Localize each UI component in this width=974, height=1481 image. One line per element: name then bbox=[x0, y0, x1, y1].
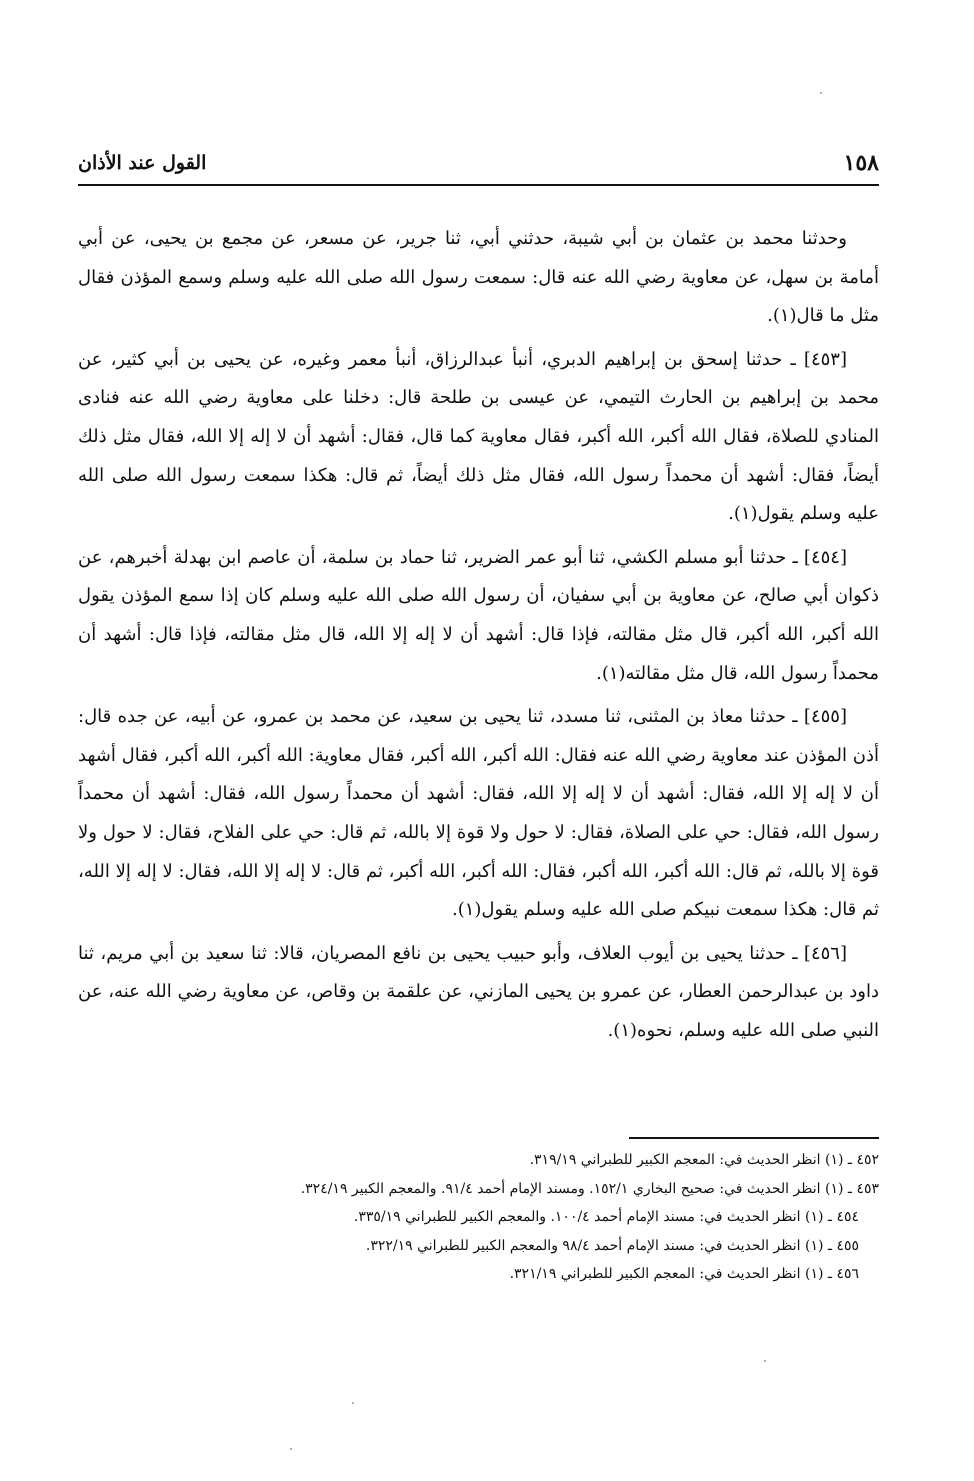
scan-speck bbox=[820, 92, 822, 94]
footnotes bbox=[78, 1148, 879, 1291]
paragraph-intro: وحدثنا محمد بن عثمان بن أبي شيبة، حدثني أبي، ثنا جرير، عن مسعر، عن مجمع بن يحيى، عن أبي أمامة بن سهل، عن معاوية رضي الله عنه قال: سمعت رسول الله صلى الله عليه وسلم وسمع المؤذن فقال مثل ما قال(١). bbox=[78, 228, 879, 327]
page-number: ١٥٨ bbox=[843, 150, 879, 176]
footnote-455: ٤٥٥ ـ (١) انظر الحديث في: مسند الإمام أحمد ٩٨/٤ والمعجم الكبير للطبراني ٣٢٢/١٩. bbox=[365, 1237, 859, 1254]
footnote-456: ٤٥٦ ـ (١) انظر الحديث في: المعجم الكبير للطبراني ٣٢١/١٩. bbox=[509, 1266, 859, 1282]
hadith-text bbox=[78, 220, 879, 1055]
footnote-separator bbox=[629, 1137, 879, 1139]
scan-speck bbox=[764, 1360, 766, 1362]
page-header bbox=[78, 148, 879, 186]
chapter-title: القول عند الأذان bbox=[78, 152, 207, 174]
scan-speck bbox=[290, 1448, 292, 1450]
footnote-454: ٤٥٤ ـ (١) انظر الحديث في: مسند الإمام أحمد ١٠٠/٤. والمعجم الكبير للطبراني ٣٣٥/١٩. bbox=[353, 1209, 859, 1225]
hadith-454: [٤٥٤] ـ حدثنا أبو مسلم الكشي، ثنا أبو عمر الضرير، ثنا حماد بن سلمة، أن عاصم ابن بهدلة أخبرهم، عن ذكوان أبي صالح، عن معاوية بن أبي سفيان، أن رسول الله صلى الله عليه وسلم كان إذا سمع المؤذن يقول الله أكبر، الله أكبر، قال مثل مقالته، فإذا قال: أشهد أن لا إله إلا الله، قال مثل مقالته، فإذا قال: أشهد أن محمداً رسول الله، قال مثل مقالته(١). bbox=[78, 546, 879, 684]
footnote-452: ٤٥٢ ـ (١) انظر الحديث في: المعجم الكبير للطبراني ٣١٩/١٩. bbox=[529, 1152, 879, 1168]
hadith-456: [٤٥٦] ـ حدثنا يحيى بن أيوب العلاف، وأبو حبيب يحيى بن نافع المصريان، قالا: ثنا سعيد بن أبي مريم، ثنا داود بن عبدالرحمن العطار، عن عمرو بن يحيى المازني، عن علقمة بن وقاص، عن معاوية رضي الله عنه، عن النبي صلى الله عليه وسلم، نحوه(١). bbox=[78, 942, 879, 1041]
hadith-455: [٤٥٥] ـ حدثنا معاذ بن المثنى، ثنا مسدد، ثنا يحيى بن سعيد، عن محمد بن عمرو، عن أبيه، عن جده قال: أذن المؤذن عند معاوية رضي الله عنه فقال: الله أكبر، الله أكبر، فقال معاوية: الله أكبر، الله أكبر، فقال أشهد أن لا إله إلا الله، فقال: أشهد أن لا إله إلا الله، فقال: أشهد أن محمداً رسول الله، فقال: أشهد أن محمداً رسول الله، فقال: حي على الصلاة، فقال: لا حول ولا قوة إلا بالله، ثم قال: حي على الفلاح، فقال: لا حول ولا قوة إلا بالله، ثم قال: الله أكبر، الله أكبر، فقال: الله أكبر، الله أكبر، ثم قال: لا إله إلا الله، فقال: لا إله إلا الله، ثم قال: هكذا سمعت نبيكم صلى الله عليه وسلم يقول(١). bbox=[78, 706, 879, 921]
scan-speck bbox=[352, 1402, 354, 1404]
hadith-453: [٤٥٣] ـ حدثنا إسحق بن إبراهيم الدبري، أنبأ عبدالرزاق، أنبأ معمر وغيره، عن يحيى بن أبي كثير، عن محمد بن إبراهيم بن الحارث التيمي، عن عيسى بن طلحة قال: دخلنا على معاوية رضي الله عنه فنادى المنادي للصلاة، فقال الله أكبر، الله أكبر، فقال معاوية كما قال، فقال: أشهد أن لا إله إلا الله، فقال مثل ذلك أيضاً، فقال: أشهد أن محمداً رسول الله، فقال مثل ذلك أيضاً، ثم قال: هكذا سمعت رسول الله صلى الله عليه وسلم يقول(١). bbox=[78, 348, 879, 525]
footnote-453: ٤٥٣ ـ (١) انظر الحديث في: صحيح البخاري ١٥٢/١. ومسند الإمام أحمد ٩١/٤. والمعجم الكبير ٣٢٤/١٩. bbox=[300, 1180, 879, 1197]
